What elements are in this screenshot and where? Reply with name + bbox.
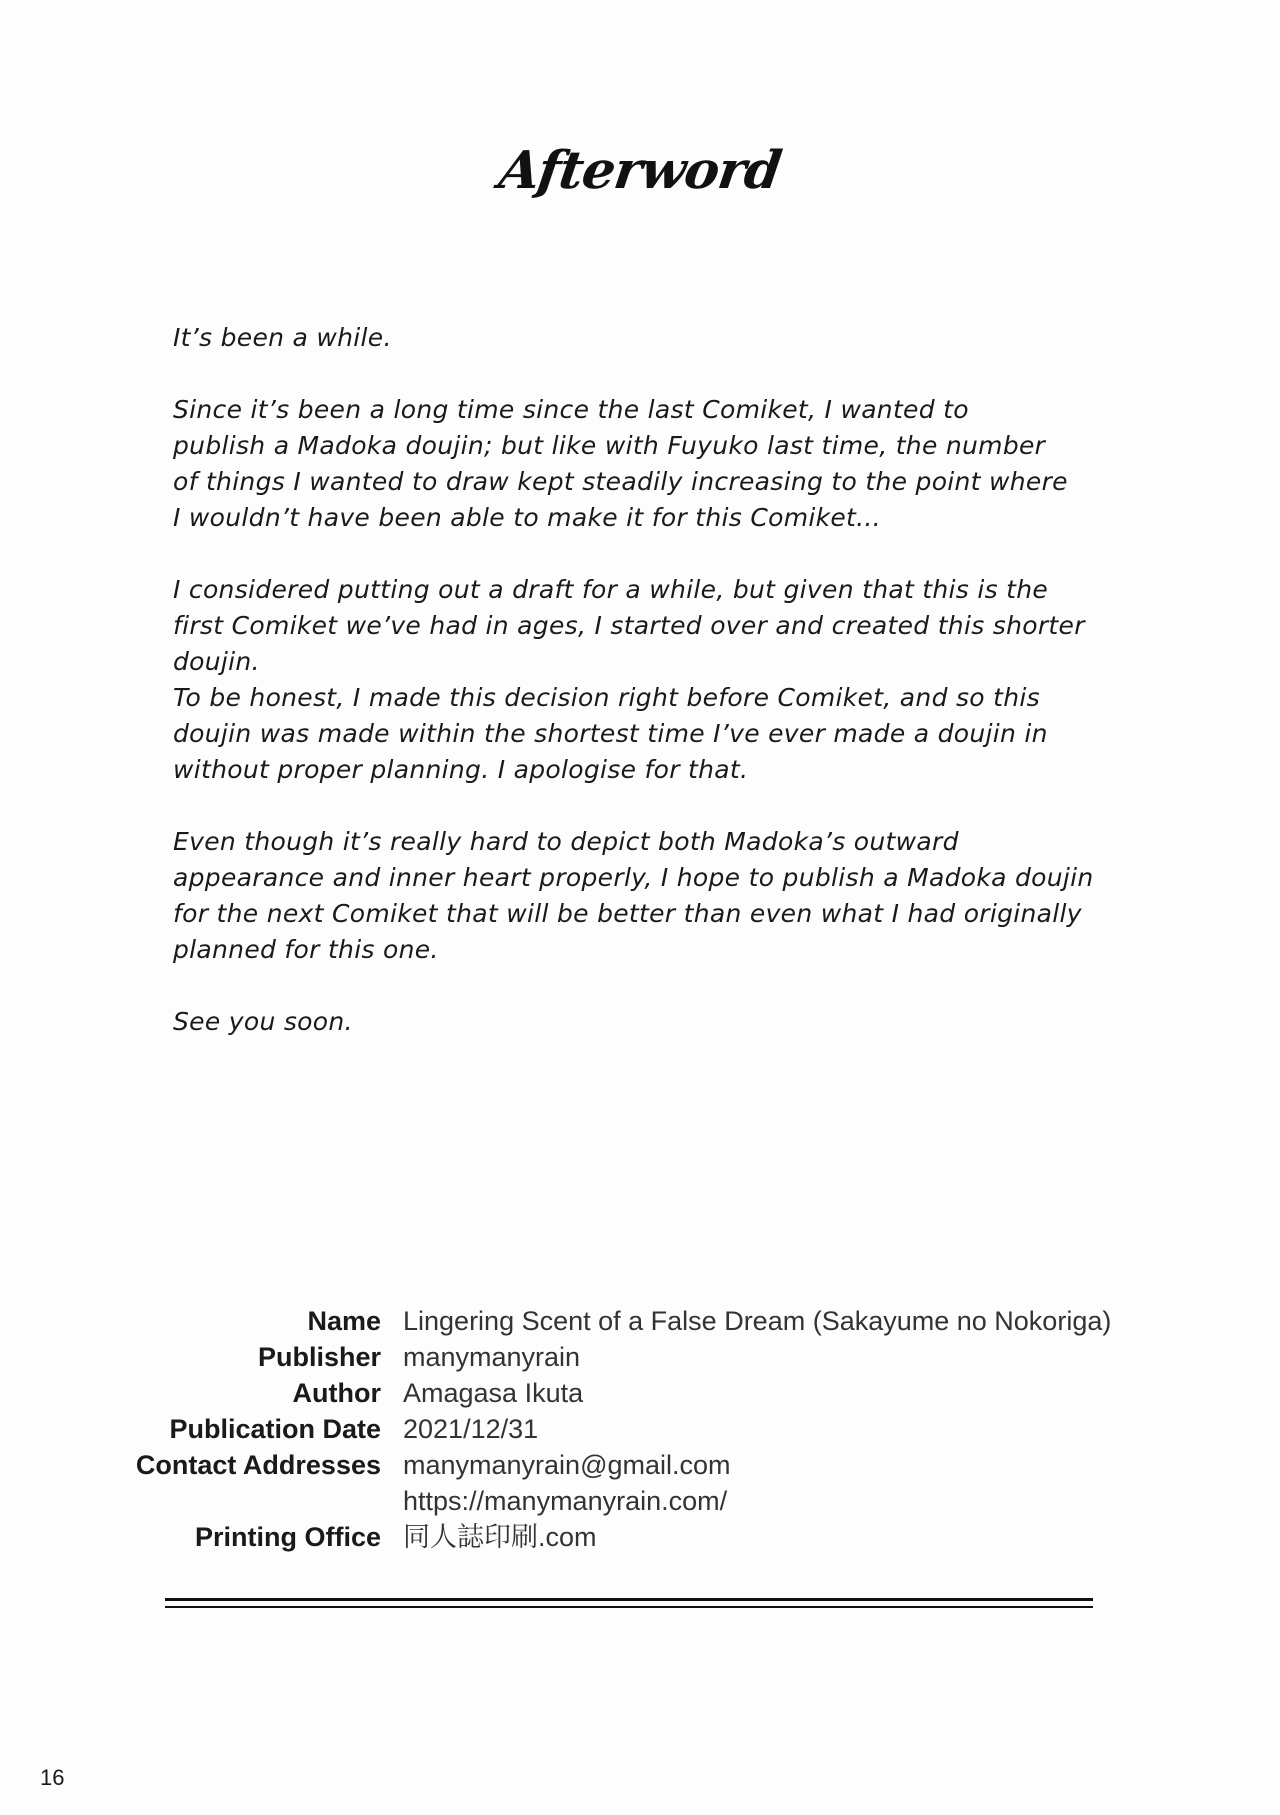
colophon bbox=[0, 1303, 1280, 1555]
colophon-label: Contact Addresses bbox=[135, 1450, 381, 1480]
colophon-row-name bbox=[0, 1303, 1280, 1339]
colophon-label: Publication Date bbox=[169, 1414, 381, 1444]
paragraph-next-comiket: Even though it’s really hard to depict both Madoka’s outward appearance and inner heart properly, I hope to publish a Madoka doujin for the next Comiket that will be better than even what I had originally planned for this one. bbox=[173, 827, 1094, 964]
colophon-row-contact-url bbox=[0, 1483, 1280, 1519]
divider-rule-bottom bbox=[165, 1606, 1093, 1608]
colophon-label: Name bbox=[307, 1306, 381, 1336]
colophon-label: Author bbox=[292, 1378, 381, 1408]
colophon-row-author bbox=[0, 1375, 1280, 1411]
colophon-row-publisher bbox=[0, 1339, 1280, 1375]
colophon-row-printing bbox=[0, 1519, 1280, 1555]
colophon-label: Printing Office bbox=[194, 1522, 381, 1552]
colophon-value: 同人誌印刷.com bbox=[403, 1522, 597, 1552]
colophon-label: Publisher bbox=[257, 1342, 381, 1372]
colophon-row-contact bbox=[0, 1447, 1280, 1483]
afterword-body bbox=[173, 320, 1113, 1076]
paragraph-farewell: See you soon. bbox=[173, 1007, 353, 1036]
colophon-value: manymanyrain bbox=[403, 1342, 581, 1372]
colophon-value: 2021/12/31 bbox=[403, 1414, 539, 1444]
page-number: 16 bbox=[40, 1765, 65, 1790]
contact-url: https://manymanyrain.com/ bbox=[403, 1486, 728, 1516]
paragraph-greeting: It’s been a while. bbox=[173, 323, 392, 352]
colophon-label-empty bbox=[0, 1483, 403, 1519]
colophon-row-date bbox=[0, 1411, 1280, 1447]
colophon-value: Lingering Scent of a False Dream (Sakayume no Nokoriga) bbox=[403, 1306, 1112, 1336]
paragraph-honest: To be honest, I made this decision right before Comiket, and so this doujin was made within the shortest time I’ve ever made a doujin in without proper planning. I apologise for that. bbox=[173, 683, 1048, 784]
divider-rule-top bbox=[165, 1598, 1093, 1601]
paragraph-comiket-plan: Since it’s been a long time since the last Comiket, I wanted to publish a Madoka doujin; but like with Fuyuko last time, the number of things I wanted to draw kept steadily increasing to the point where I wouldn’t have been able to make it for this Comiket... bbox=[173, 395, 1068, 532]
paragraph-draft: I considered putting out a draft for a while, but given that this is the first Comiket we’ve had in ages, I started over and created this shorter doujin. bbox=[173, 575, 1085, 676]
page-title: Afterword bbox=[495, 140, 785, 201]
contact-email: manymanyrain@gmail.com bbox=[403, 1450, 731, 1480]
colophon-value: Amagasa Ikuta bbox=[403, 1378, 584, 1408]
